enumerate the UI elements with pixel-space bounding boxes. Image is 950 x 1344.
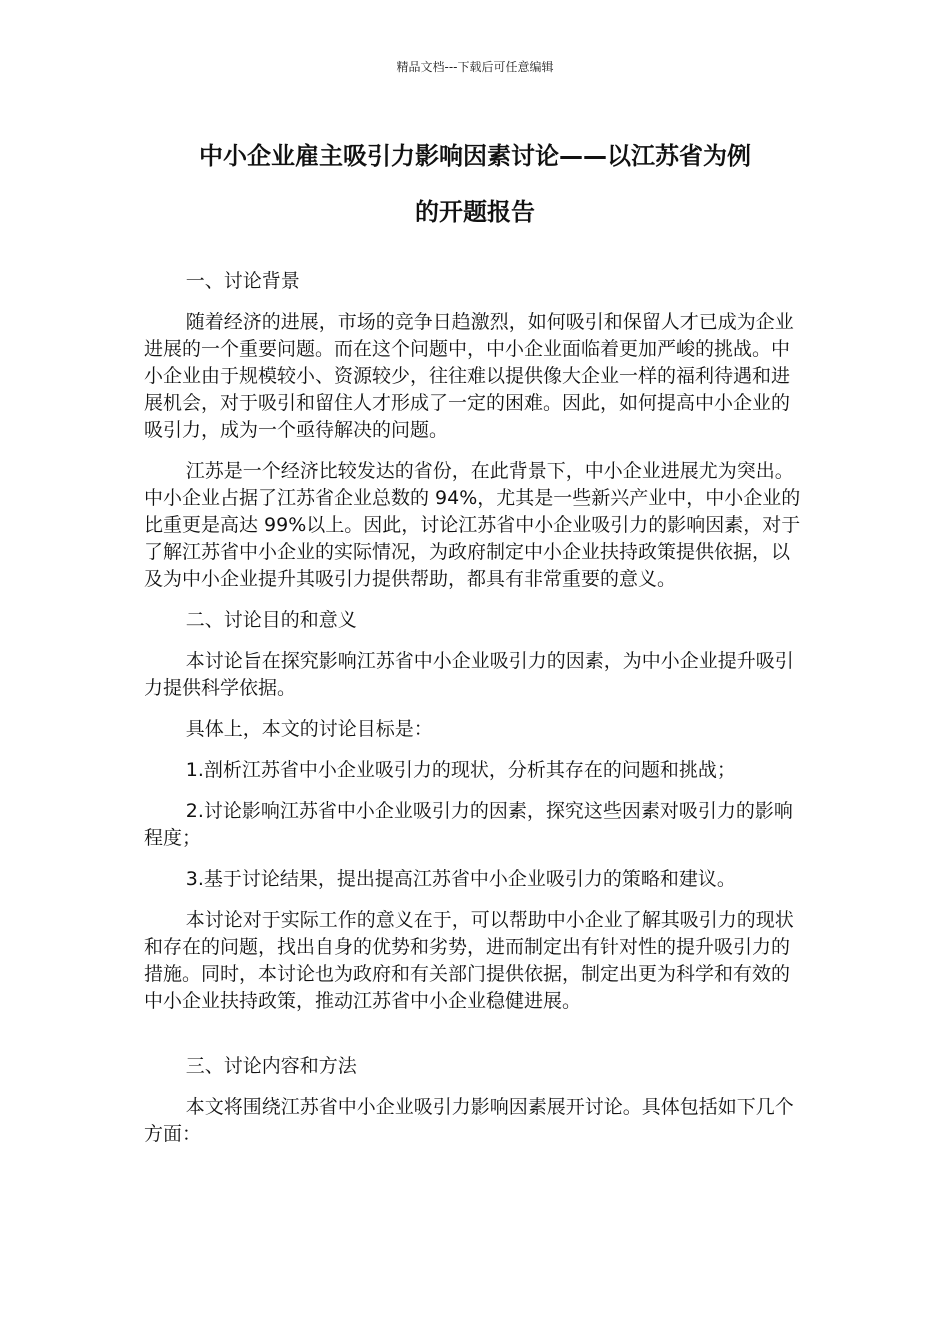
paragraph: 本讨论旨在探究影响江苏省中小企业吸引力的因素，为中小企业提升吸引力提供科学依据。 (144, 650, 794, 699)
paragraph: 随着经济的进展，市场的竞争日趋激烈，如何吸引和保留人才已成为企业进展的一个重要问题。而在这个问题中，中小企业面临着更加严峻的挑战。中小企业由于规模较小、资源较少，往往难以提供像大企业一样的福利待遇和进展机会，对于吸引和留住人才形成了一定的困难。因此，如何提高中小企业的吸引力，成为一个亟待解决的问题。 (144, 311, 794, 441)
document-body (144, 268, 804, 1162)
paragraph: 本讨论对于实际工作的意义在于，可以帮助中小企业了解其吸引力的现状和存在的问题，找出自身的优势和劣势，进而制定出有针对性的提升吸引力的措施。同时，本讨论也为政府和有关部门提供依据，制定出更为科学和有效的中小企业扶持政策，推动江苏省中小企业稳健进展。 (144, 909, 794, 1012)
document-title (130, 128, 820, 240)
list-item: 3.基于讨论结果，提出提高江苏省中小企业吸引力的策略和建议。 (185, 868, 736, 890)
title-line-1: 中小企业雇主吸引力影响因素讨论——以江苏省为例 (199, 142, 751, 170)
list-item: 1.剖析江苏省中小企业吸引力的现状，分析其存在的问题和挑战； (185, 759, 736, 781)
section-heading-purpose: 二、讨论目的和意义 (185, 609, 357, 631)
page-header-note: 精品文档---下载后可任意编辑 (396, 60, 554, 74)
section-heading-background: 一、讨论背景 (185, 270, 300, 292)
paragraph: 本文将围绕江苏省中小企业吸引力影响因素展开讨论。具体包括如下几个方面： (144, 1096, 794, 1145)
section-heading-content-method: 三、讨论内容和方法 (185, 1055, 357, 1077)
paragraph: 江苏是一个经济比较发达的省份，在此背景下，中小企业进展尤为突出。中小企业占据了江苏省企业总数的 94%，尤其是一些新兴产业中，中小企业的比重更是高达 99%以上。因此，讨论江苏省中小企业吸引力的影响因素，对于了解江苏省中小企业的实际情况，为政府制定中小企业扶持政策提供依据，以及为中小企业提升其吸引力提供帮助，都具有非常重要的意义。 (144, 460, 801, 590)
title-line-2: 的开题报告 (415, 198, 535, 226)
paragraph: 具体上，本文的讨论目标是： (185, 718, 433, 740)
list-item: 2.讨论影响江苏省中小企业吸引力的因素，探究这些因素对吸引力的影响程度； (144, 800, 793, 849)
